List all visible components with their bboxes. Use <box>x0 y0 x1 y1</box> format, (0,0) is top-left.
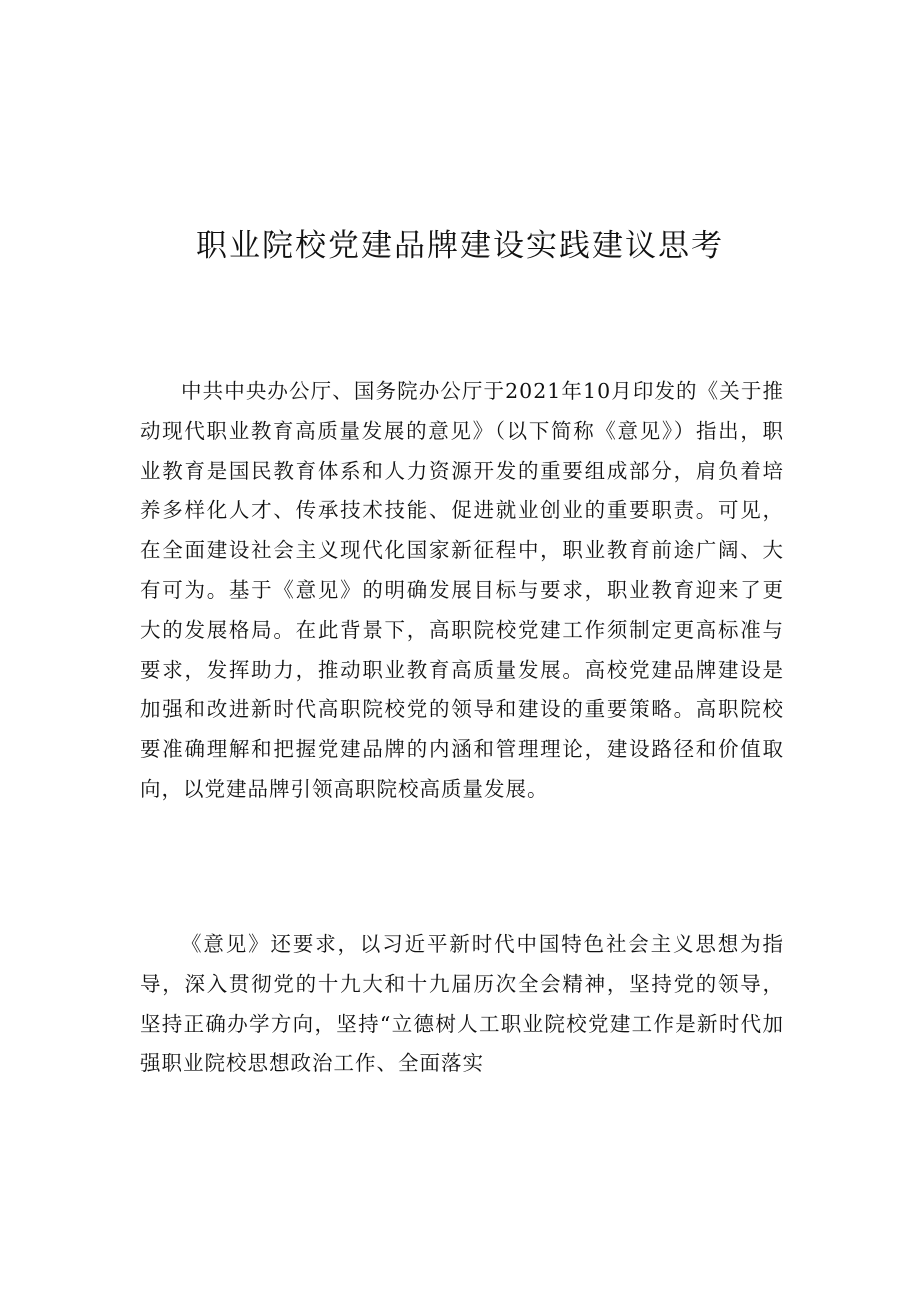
body-paragraph-2: 《意见》还要求，以习近平新时代中国特色社会主义思想为指导，深入贯彻党的十九大和十九届历次全会精神，坚持党的领导，坚持正确办学方向，坚持“立德树人工职业院校党建工作是新时代加强职业院校思想政治工作、全面落实 <box>140 932 784 1076</box>
body-paragraph-1: 中共中央办公厅、国务院办公厅于2021年10月印发的《关于推动现代职业教育高质量发展的意见》（以下简称《意见》）指出，职业教育是国民教育体系和人力资源开发的重要组成部分，肩负着培养多样化人才、传承技术技能、促进就业创业的重要职责。可见，在全面建设社会主义现代化国家新征程中，职业教育前途广阔、大有可为。基于《意见》的明确发展目标与要求，职业教育迎来了更大的发展格局。在此背景下，高职院校党建工作须制定更高标准与要求，发挥助力，推动职业教育高质量发展。高校党建品牌建设是加强和改进新时代高职院校党的领导和建设的重要策略。高职院校要准确理解和把握党建品牌的内涵和管理理论，建设路径和价值取向，以党建品牌引领高职院校高质量发展。 <box>140 379 784 801</box>
document-title: 职业院校党建品牌建设实践建议思考 <box>196 228 724 264</box>
